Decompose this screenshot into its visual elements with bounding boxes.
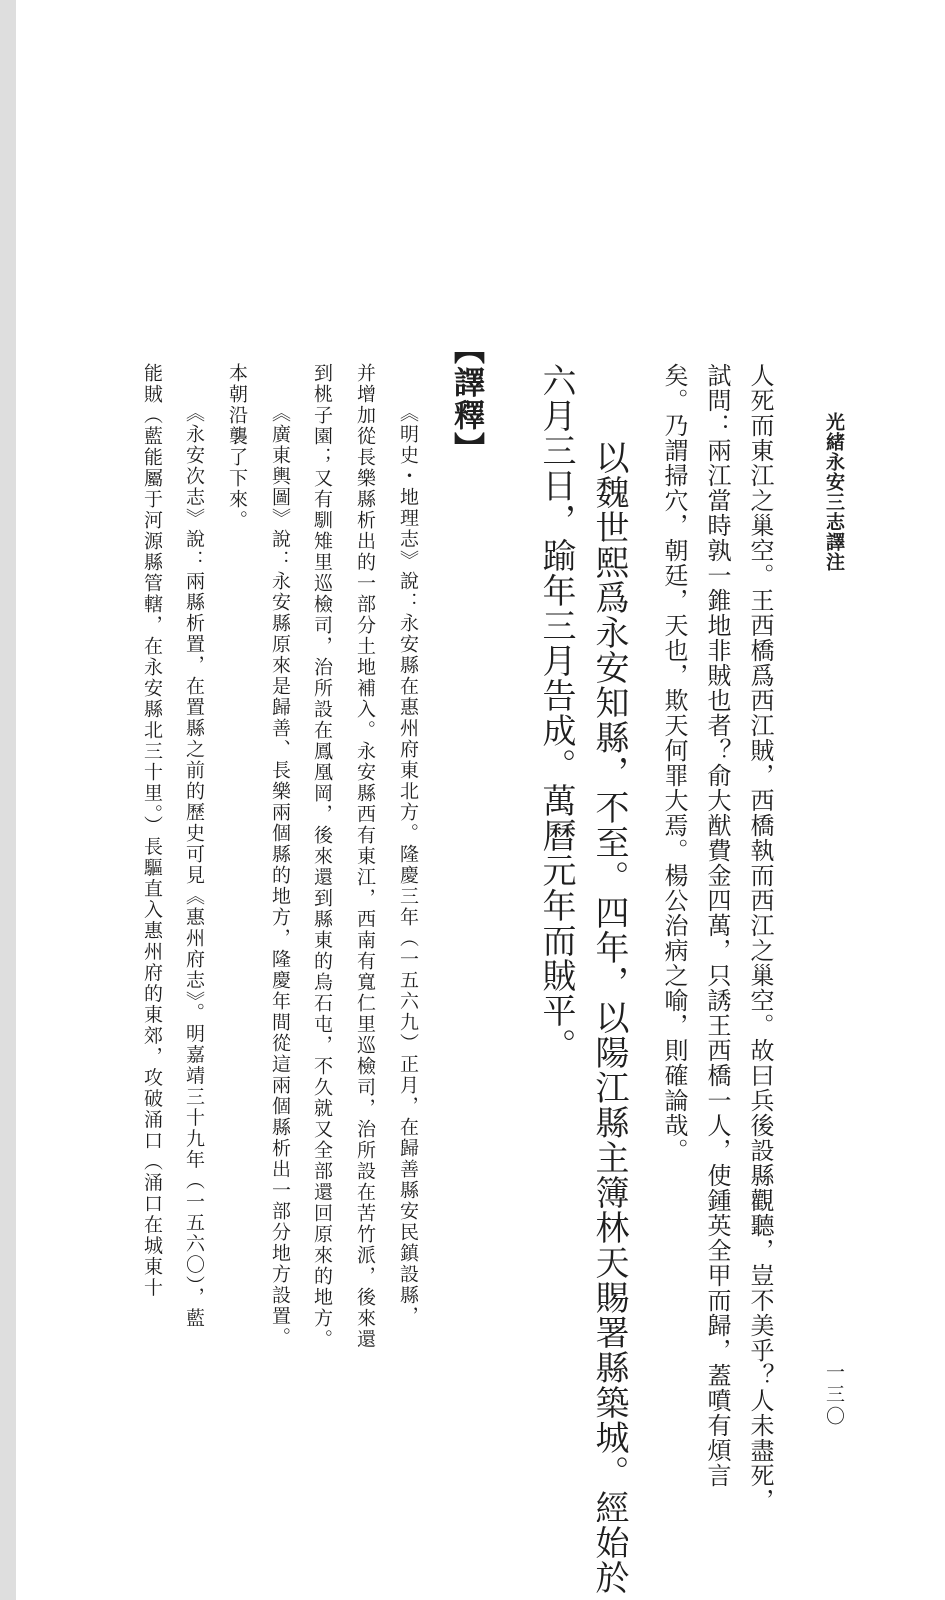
original-text-column: 人死而東江之巢空。王西橋爲西江賊，西橋執而西江之巢空。故曰兵後設縣觀聽，豈不美乎？人未盡死，	[746, 363, 774, 1513]
translation-column: 能賊（藍能屬于河源縣管轄，在永安縣北三十里。）長驅直入惠州府的東郊，攻破涌口（涌口在城東十	[141, 363, 163, 1299]
translation-column: 并增加從長樂縣析出的一部分土地補入。永安縣西有東江，西南有寬仁里巡檢司，治所設在苦竹派，後來還	[354, 363, 376, 1350]
original-text-column: 矣。乃謂掃穴，朝廷，天也，欺天何罪大焉。楊公治病之喻，則確論哉。	[660, 363, 688, 1163]
main-text-column: 以魏世熙爲永安知縣，不至。四年，以陽江縣主簿林天賜署縣築城。經始於	[589, 440, 629, 1595]
translation-heading: 【譯釋】	[448, 333, 484, 465]
main-text-column: 六月三日，踰年三月告成。萬曆元年而賊平。	[536, 363, 576, 1063]
translation-column: 到桃子園；又有馴雉里巡檢司，治所設在鳳凰岡，後來還到縣東的烏石屯，不久就又全部還回原來的地方。	[311, 363, 333, 1350]
running-title: 光緒永安三志譯注	[823, 412, 845, 572]
translation-column: 《明史・地理志》說：永安縣在惠州府東北方。隆慶三年（一五六九）正月，在歸善縣安民鎮設縣，	[397, 403, 419, 1327]
translation-column: 本朝沿襲了下來。	[226, 363, 248, 531]
original-text-column: 試問：兩江當時孰一錐地非賊也者？俞大猷費金四萬，只誘王西橋一人，使鍾英全甲而歸，蓋噴有煩言	[703, 363, 731, 1488]
translation-column: 《廣東輿圖》說：永安縣原來是歸善、長樂兩個縣的地方，隆慶年間從這兩個縣析出一部分地方設置。	[269, 403, 291, 1348]
translation-column: 《永安次志》說：兩縣析置，在置縣之前的歷史可見《惠州府志》。明嘉靖三十九年（一五六〇），藍	[183, 403, 205, 1329]
scan-edge-strip	[0, 0, 16, 1600]
page-number: 一三〇	[823, 1362, 845, 1428]
